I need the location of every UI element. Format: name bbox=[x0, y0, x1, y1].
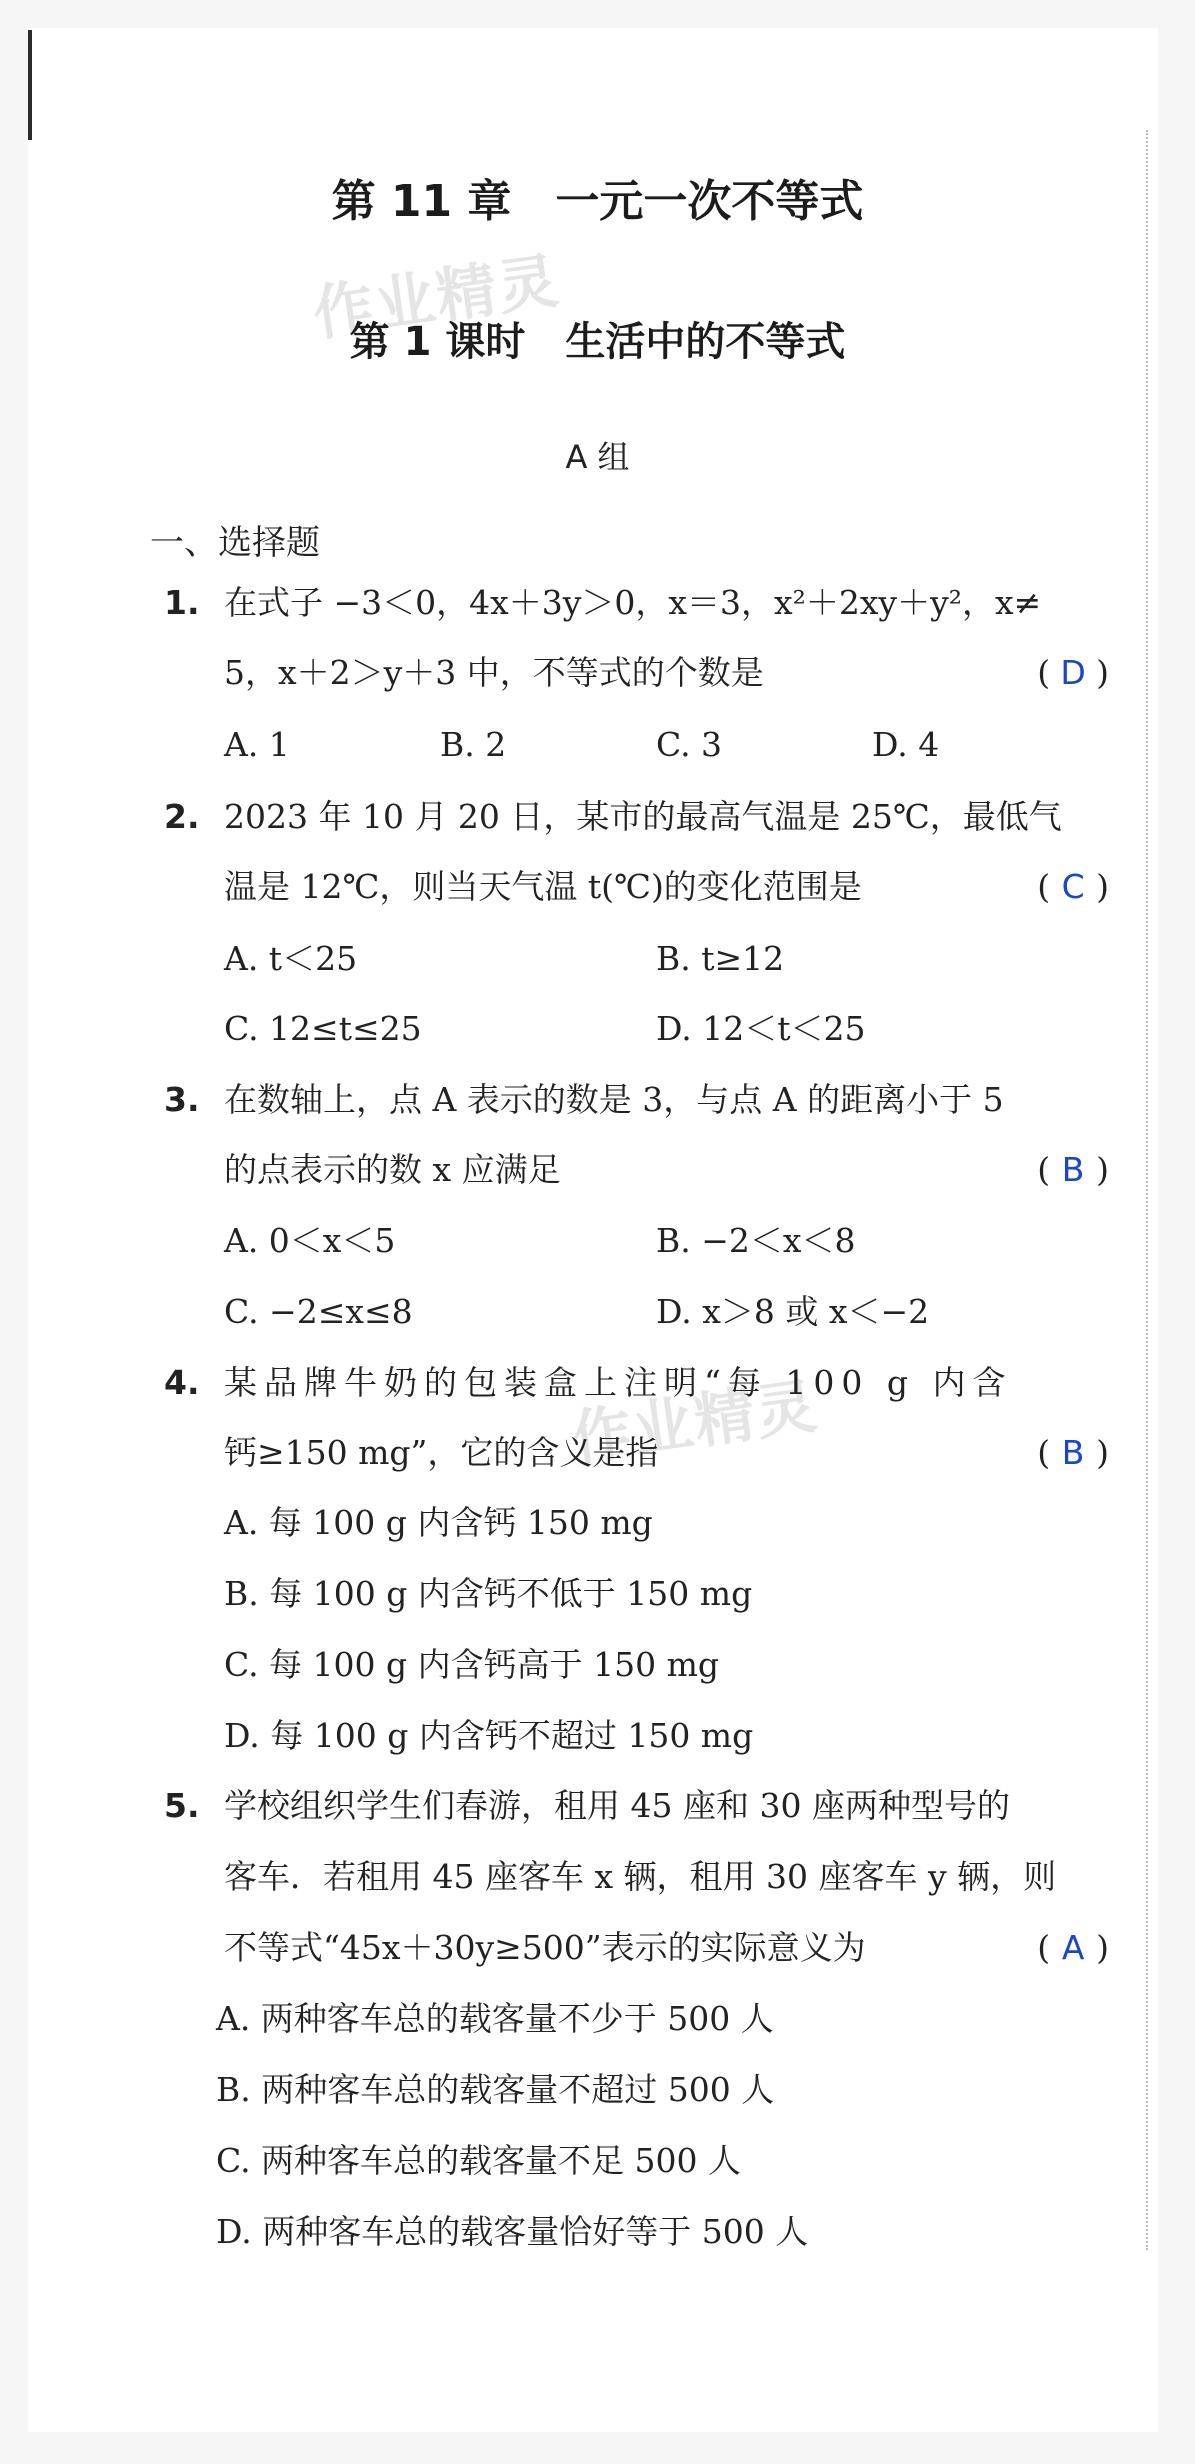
question-2-number: 2. bbox=[164, 797, 200, 836]
question-5-answer: A bbox=[1061, 1928, 1085, 1967]
question-2-option-a: A. t＜25 bbox=[224, 939, 358, 978]
question-4-answer: B bbox=[1061, 1433, 1085, 1472]
section-heading: 一、选择题 bbox=[150, 523, 320, 563]
question-4-number: 4. bbox=[164, 1363, 200, 1402]
group-label: A 组 bbox=[565, 438, 630, 476]
question-3-answer: B bbox=[1061, 1150, 1085, 1189]
question-2-line-1: 2023 年 10 月 20 日，某市的最高气温是 25℃，最低气 bbox=[224, 797, 1062, 836]
question-1-answer-bracket: ( D ) bbox=[1037, 653, 1109, 692]
question-5-line-1: 学校组织学生们春游，租用 45 座和 30 座两种型号的 bbox=[224, 1786, 1010, 1825]
question-2-line-2: 温是 12℃，则当天气温 t(℃)的变化范围是 bbox=[224, 867, 862, 906]
question-3-line-2: 的点表示的数 x 应满足 bbox=[224, 1150, 561, 1189]
question-5-option-a: A. 两种客车总的载客量不少于 500 人 bbox=[216, 1999, 774, 2038]
question-5-line-2: 客车．若租用 45 座客车 x 辆，租用 30 座客车 y 辆，则 bbox=[224, 1857, 1057, 1896]
margin-rule bbox=[28, 30, 32, 140]
question-1-answer: D bbox=[1060, 653, 1086, 692]
question-1-option-c: C. 3 bbox=[656, 725, 723, 764]
question-2-option-d: D. 12＜t＜25 bbox=[656, 1009, 866, 1048]
question-5-line-3: 不等式“45x＋30y≥500”表示的实际意义为 bbox=[224, 1928, 866, 1967]
lesson-title: 第 1 课时 生活中的不等式 bbox=[349, 319, 846, 365]
question-4-option-c: C. 每 100 g 内含钙高于 150 mg bbox=[224, 1645, 720, 1684]
question-3-answer-bracket: ( B ) bbox=[1037, 1150, 1109, 1189]
question-5-option-c: C. 两种客车总的载客量不足 500 人 bbox=[216, 2141, 742, 2180]
question-5-option-d: D. 两种客车总的载客量恰好等于 500 人 bbox=[216, 2212, 809, 2251]
question-2-answer-bracket: ( C ) bbox=[1037, 867, 1109, 906]
question-1-option-b: B. 2 bbox=[440, 725, 507, 764]
question-1-option-d: D. 4 bbox=[872, 725, 940, 764]
chapter-title: 第 11 章 一元一次不等式 bbox=[331, 176, 864, 227]
question-3-option-a: A. 0＜x＜5 bbox=[224, 1221, 396, 1260]
question-4-option-d: D. 每 100 g 内含钙不超过 150 mg bbox=[224, 1716, 754, 1755]
question-1-line-1: 在式子 −3＜0，4x＋3y＞0，x＝3，x²＋2xy＋y²，x≠ bbox=[224, 583, 1042, 622]
question-4-line-2: 钙≥150 mg”，它的含义是指 bbox=[224, 1433, 659, 1472]
question-4-answer-bracket: ( B ) bbox=[1037, 1433, 1109, 1472]
watermark-top: 作业精灵 bbox=[309, 246, 565, 350]
question-3-option-c: C. −2≤x≤8 bbox=[224, 1292, 413, 1331]
question-2-answer: C bbox=[1061, 867, 1085, 906]
question-5-number: 5. bbox=[164, 1786, 200, 1825]
question-4-option-b: B. 每 100 g 内含钙不低于 150 mg bbox=[224, 1574, 753, 1613]
question-4-line-1: 某品牌牛奶的包装盒上注明“每 100 g 内含 bbox=[224, 1363, 1013, 1402]
watermark-middle: 作业精灵 bbox=[567, 1371, 823, 1475]
question-1-option-a: A. 1 bbox=[224, 725, 290, 764]
question-1-number: 1. bbox=[164, 583, 200, 622]
question-3-option-b: B. −2＜x＜8 bbox=[656, 1221, 856, 1260]
question-1-line-2: 5，x＋2＞y＋3 中，不等式的个数是 bbox=[224, 653, 764, 692]
question-5-answer-bracket: ( A ) bbox=[1037, 1928, 1109, 1967]
question-5-option-b: B. 两种客车总的载客量不超过 500 人 bbox=[216, 2070, 775, 2109]
question-3-number: 3. bbox=[164, 1080, 200, 1119]
question-3-option-d: D. x＞8 或 x＜−2 bbox=[656, 1292, 930, 1331]
question-2-option-b: B. t≥12 bbox=[656, 939, 785, 978]
question-4-option-a: A. 每 100 g 内含钙 150 mg bbox=[224, 1503, 653, 1542]
question-2-option-c: C. 12≤t≤25 bbox=[224, 1009, 422, 1048]
question-3-line-1: 在数轴上，点 A 表示的数是 3，与点 A 的距离小于 5 bbox=[224, 1080, 1004, 1119]
